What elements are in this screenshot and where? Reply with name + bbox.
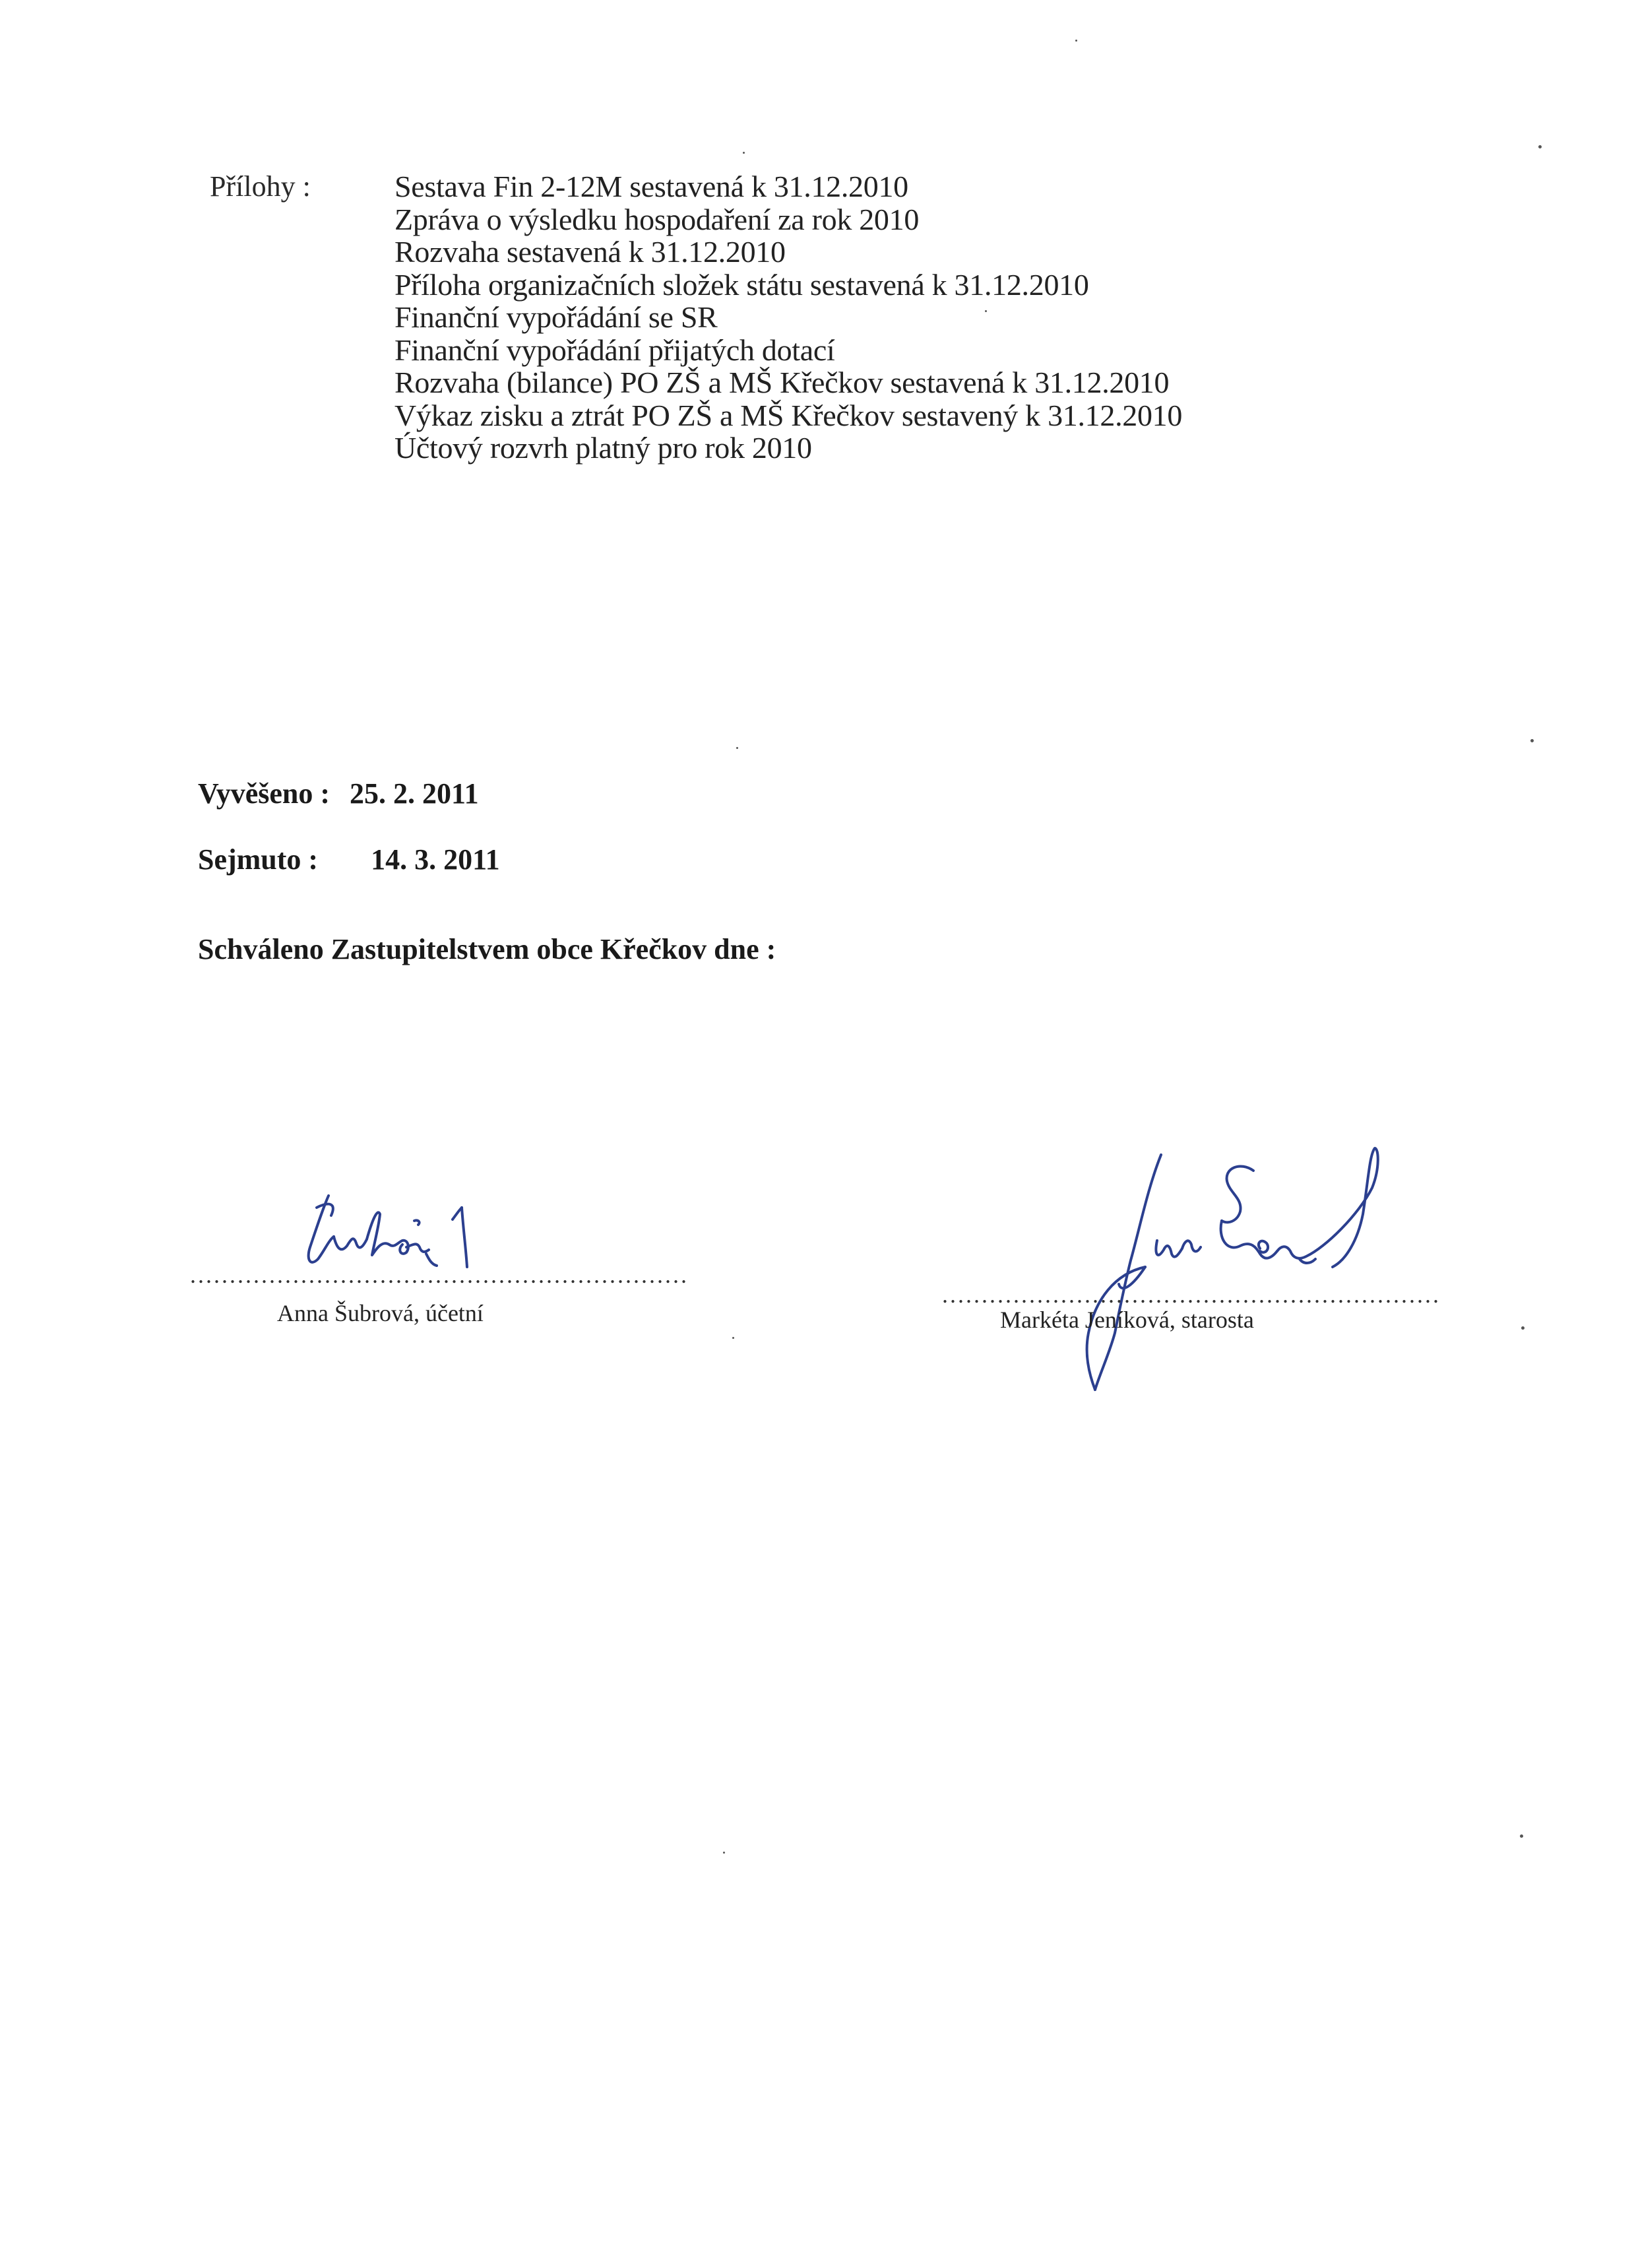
attachments-list	[394, 170, 1182, 465]
attachment-item: Rozvaha (bilance) PO ZŠ a MŠ Křečkov sestavená k 31.12.2010	[394, 366, 1170, 399]
attachments-label: Přílohy :	[210, 170, 311, 203]
attachment-item: Finanční vypořádání se SR	[394, 300, 718, 334]
scan-speck	[985, 310, 987, 312]
attachment-item: Rozvaha sestavená k 31.12.2010	[394, 235, 786, 269]
scan-speck	[1075, 40, 1077, 42]
removed-row	[198, 843, 500, 876]
signature-line-left: ...............................................................	[190, 1262, 689, 1288]
removed-label: Sejmuto :	[198, 843, 319, 876]
scan-speck	[732, 1337, 734, 1339]
attachment-item: Zpráva o výsledku hospodaření za rok 2010	[394, 202, 920, 236]
attachment-item: Finanční vypořádání přijatých dotací	[394, 333, 835, 367]
signature-right-handwriting	[990, 1135, 1412, 1399]
signer-name-right: Markéta Jeníková, starosta	[1000, 1307, 1254, 1333]
scan-speck	[723, 1852, 725, 1854]
scan-speck	[743, 152, 745, 154]
attachment-item: Výkaz zisku a ztrát PO ZŠ a MŠ Křečkov sestavený k 31.12.2010	[394, 398, 1183, 432]
attachment-item: Příloha organizačních složek státu sestavená k 31.12.2010	[394, 267, 1089, 302]
scan-speck	[1521, 1326, 1525, 1330]
signer-name-left: Anna Šubrová, účetní	[277, 1300, 484, 1326]
attachment-item: Účtový rozvrh platný pro rok 2010	[394, 431, 812, 465]
approval-statement: Schváleno Zastupitelstvem obce Křečkov dne :	[198, 933, 776, 965]
scan-speck	[736, 747, 738, 749]
signature-line-right: ...............................................................	[942, 1281, 1441, 1308]
posted-row	[198, 777, 479, 810]
scan-speck	[1520, 1834, 1523, 1838]
scan-speck	[1530, 739, 1534, 742]
removed-date: 14. 3. 2011	[371, 843, 500, 876]
posted-label: Vyvěšeno :	[198, 777, 330, 810]
attachment-item: Sestava Fin 2-12M sestavená k 31.12.2010	[394, 170, 908, 203]
posted-date: 25. 2. 2011	[350, 777, 479, 810]
scan-speck	[1538, 145, 1542, 148]
